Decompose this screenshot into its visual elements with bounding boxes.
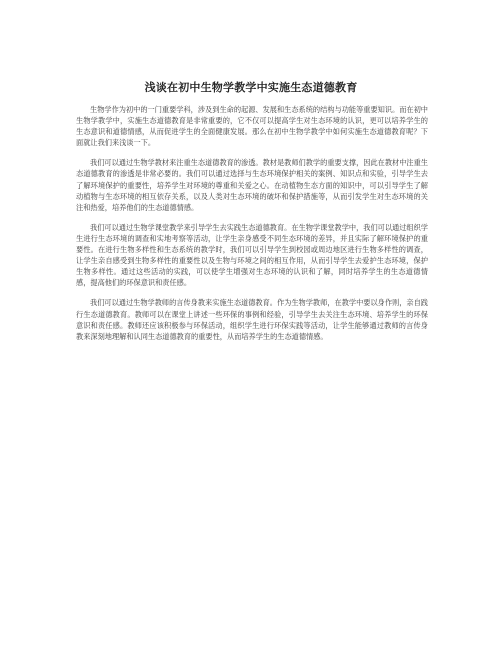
paragraph-2: 我们可以通过生物学教材来注重生态道德教育的渗透。教材是教师们教学的重要支撑，因此在教材中注重生态道德教育的渗透是非常必要的。我们可以通过选择与生态环境保护相关的案例、知识点和实验，引导学生去了解环境保护的重要性，培养学生对环境的尊重和关爱之心。在动植物生态方面的知识中，可以引导学生了解动植物与生态环境的相互依存关系，以及人类对生态环境的破坏和保护措施等，从而引发学生对生态环境的关注和热爱，培养他们的生态道德情感。: [76, 158, 428, 212]
paragraph-4: 我们可以通过生物学教师的言传身教来实施生态道德教育。作为生物学教师，在教学中要以身作则，亲自践行生态道德教育。教师可以在课堂上讲述一些环保的事例和经验，引导学生去关注生态环境、培养学生的环保意识和责任感。教师还应该积极参与环保活动，组织学生进行环保实践等活动，让学生能够通过教师的言传身教来深刻地理解和认同生态道德教育的重要性，从而培养学生的生态道德情感。: [76, 298, 428, 341]
document-title: 浅谈在初中生物学教学中实施生态道德教育: [144, 81, 358, 94]
document-body: [76, 104, 428, 351]
paragraph-3: 我们可以通过生物学课堂教学来引导学生去实践生态道德教育。在生物学课堂教学中，我们可以通过组织学生进行生态环境的调查和实地考察等活动，让学生亲身感受不同生态环境的差异，并且实际了解环境保护的重要性。在进行生物多样性和生态系统的教学时，我们可以引导学生到校园或周边地区进行生物多样性的调查，让学生亲自感受到生物多样性的重要性以及生物与环境之间的相互作用，从而引导学生去爱护生态环境，保护生物多样性。通过这些活动的实践，可以使学生增强对生态环境的认识和了解，同时培养学生的生态道德情感，提高他们的环保意识和责任感。: [76, 222, 428, 288]
paragraph-1: 生物学作为初中的一门重要学科，涉及到生命的起源、发展和生态系统的结构与功能等重要知识。而在初中生物学教学中，实施生态道德教育是非常重要的，它不仅可以提高学生对生态环境的认识，更可以培养学生的生态意识和道德情感，从而促进学生的全面健康发展。那么在初中生物学教学中如何实施生态道德教育呢？下面就让我们来浅谈一下。: [76, 105, 428, 148]
